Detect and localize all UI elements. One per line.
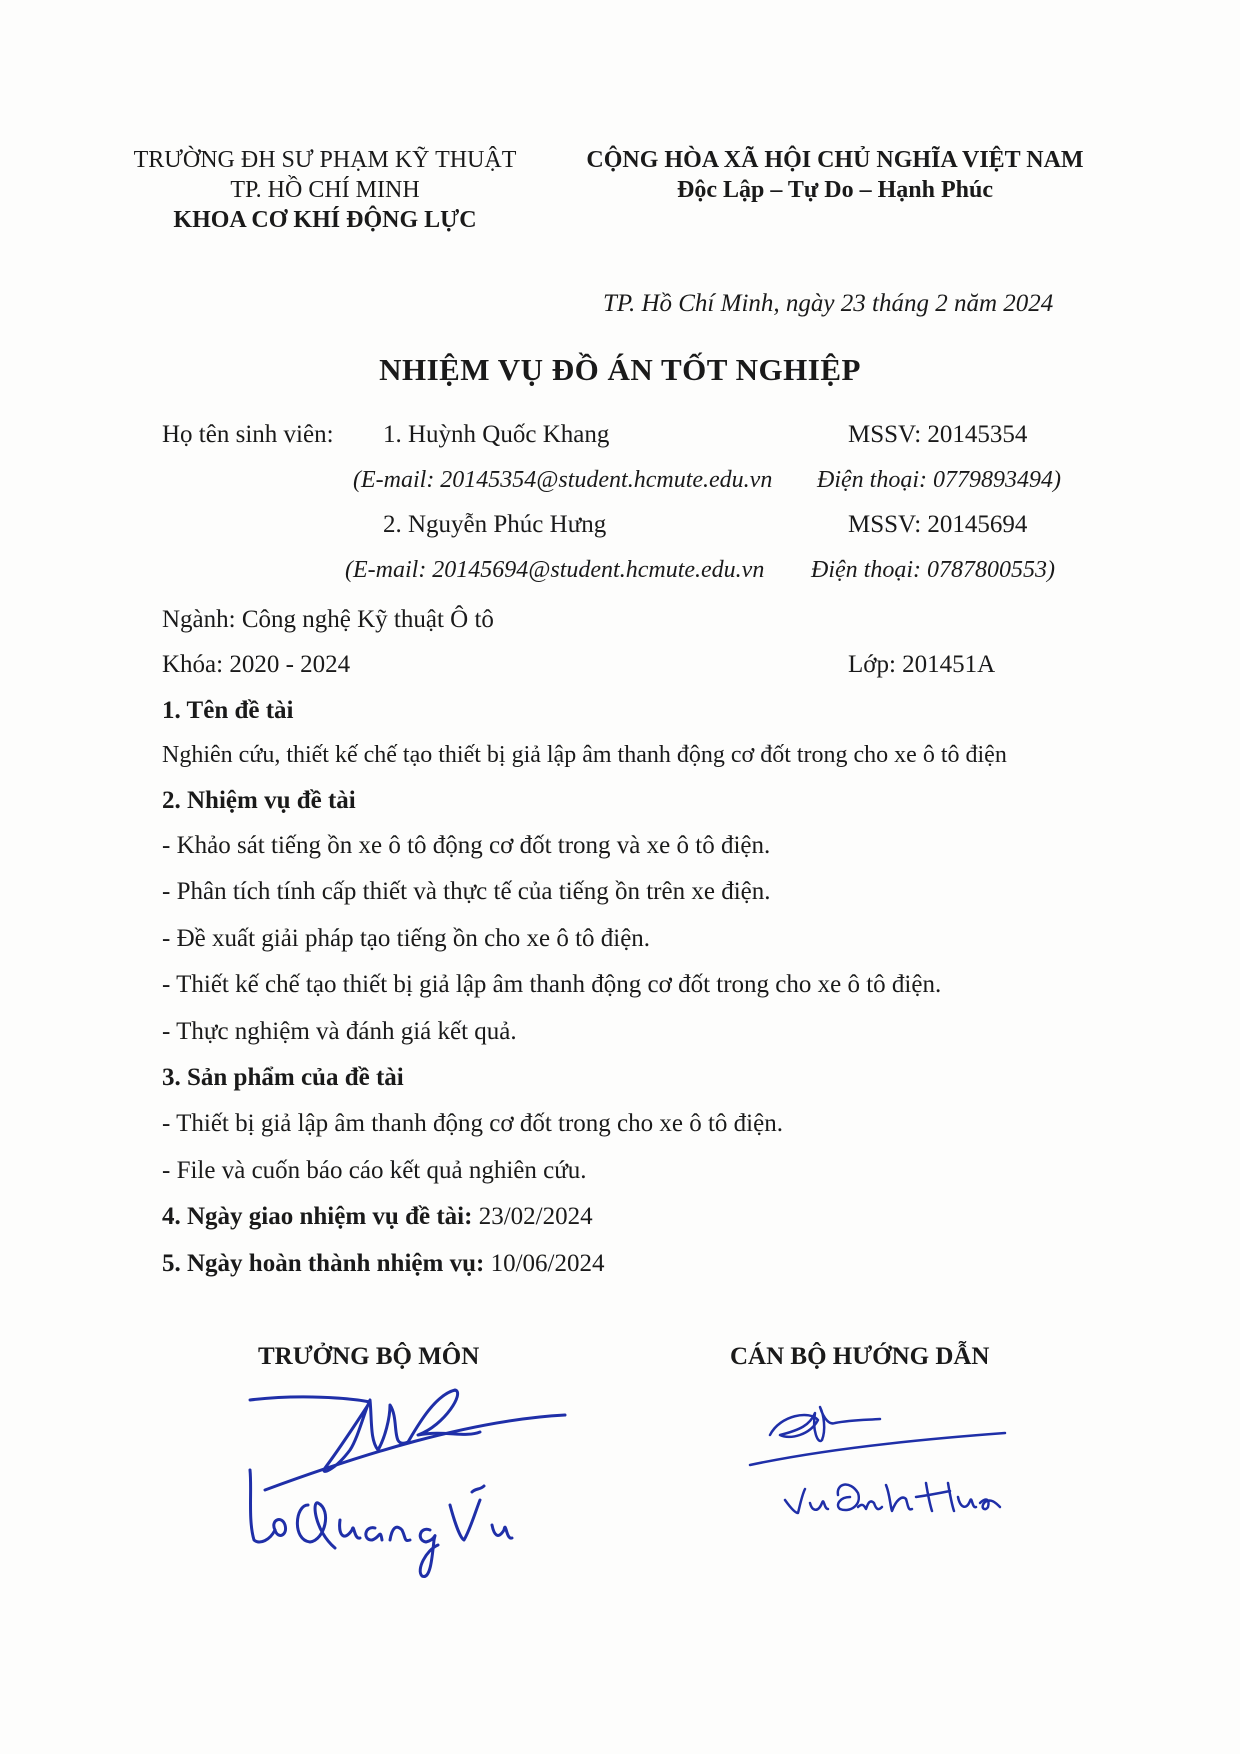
head-of-dept-signature [240, 1380, 580, 1585]
students-label: Họ tên sinh viên: [162, 421, 334, 448]
section-3-item: - Thiết bị giả lập âm thanh động cơ đốt trong cho xe ô tô điện. [162, 1110, 783, 1137]
finish-date-value: 10/06/2024 [484, 1250, 605, 1277]
section-1-heading: 1. Tên đề tài [162, 697, 294, 724]
assign-date-value: 23/02/2024 [472, 1203, 593, 1230]
finish-date-line [162, 1250, 604, 1278]
assign-date-label: 4. Ngày giao nhiệm vụ đề tài: [162, 1203, 473, 1230]
section-3-heading: 3. Sản phẩm của đề tài [162, 1064, 404, 1091]
student-2-id: MSSV: 20145694 [848, 511, 1028, 538]
section-2-item: - Thiết kế chế tạo thiết bị giả lập âm thanh động cơ đốt trong cho xe ô tô điện. [162, 971, 942, 998]
section-2-item: - Phân tích tính cấp thiết và thực tế của tiếng ồn trên xe điện. [162, 878, 771, 905]
supervisor-title: CÁN BỘ HƯỚNG DẪN [730, 1343, 990, 1370]
student-1-phone: Điện thoại: 0779893494) [817, 467, 1061, 493]
section-1-text: Nghiên cứu, thiết kế chế tạo thiết bị giả lập âm thanh động cơ đốt trong cho xe ô tô điện [162, 742, 1007, 768]
class: Lớp: 201451A [848, 651, 996, 678]
signature-right-svg [740, 1385, 1020, 1525]
course: Khóa: 2020 - 2024 [162, 651, 351, 678]
section-2-item: - Khảo sát tiếng ồn xe ô tô động cơ đốt trong và xe ô tô điện. [162, 832, 771, 859]
school-city: TP. HỒ CHÍ MINH [230, 177, 420, 203]
section-2-item: - Thực nghiệm và đánh giá kết quả. [162, 1018, 517, 1045]
student-1-name: 1. Huỳnh Quốc Khang [383, 421, 610, 448]
republic-name: CỘNG HÒA XÃ HỘI CHỦ NGHĨA VIỆT NAM [586, 147, 1084, 173]
major: Ngành: Công nghệ Kỹ thuật Ô tô [162, 606, 494, 633]
page-title: NHIỆM VỤ ĐỒ ÁN TỐT NGHIỆP [379, 352, 861, 387]
student-1-id: MSSV: 20145354 [848, 421, 1028, 448]
faculty-name: KHOA CƠ KHÍ ĐỘNG LỰC [173, 207, 477, 233]
student-1-email: (E-mail: 20145354@student.hcmute.edu.vn [353, 467, 773, 493]
finish-date-label: 5. Ngày hoàn thành nhiệm vụ: [162, 1250, 485, 1277]
school-name: TRƯỜNG ĐH SƯ PHẠM KỸ THUẬT [133, 147, 517, 173]
student-2-phone: Điện thoại: 0787800553) [811, 557, 1055, 583]
section-2-item: - Đề xuất giải pháp tạo tiếng ồn cho xe ô tô điện. [162, 925, 651, 952]
supervisor-signature [740, 1385, 1020, 1530]
section-3-item: - File và cuốn báo cáo kết quả nghiên cứu. [162, 1157, 587, 1184]
section-2-heading: 2. Nhiệm vụ đề tài [162, 787, 356, 814]
head-of-dept-title: TRƯỞNG BỘ MÔN [258, 1343, 480, 1370]
student-2-email: (E-mail: 20145694@student.hcmute.edu.vn [345, 557, 765, 583]
student-2-name: 2. Nguyễn Phúc Hưng [383, 511, 607, 538]
assign-date-line [162, 1203, 593, 1231]
national-motto: Độc Lập – Tự Do – Hạnh Phúc [676, 177, 994, 203]
date-line: TP. Hồ Chí Minh, ngày 23 tháng 2 năm 2024 [603, 290, 1054, 317]
signature-left-svg [240, 1380, 580, 1580]
